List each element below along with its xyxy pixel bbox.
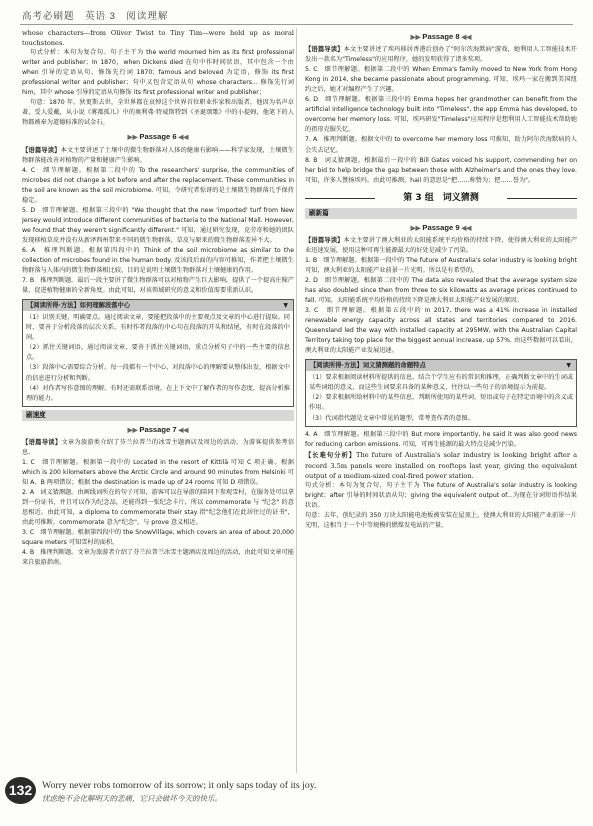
passage9-guide: 【语篇导读】本文主要讲了澳大利亚的太阳能系统平均价格的持续下降，使得澳大利亚的太阳能产业迅速发展，使用这种可再生能源最大的好处是减少了污染。 [305, 236, 577, 254]
passage8-q8: 8. B 词义猜测题。根据最后一段中的 Bill Gates voiced his support, commending her on her bid to help bridge the gap between those with Alzheimer's and the ones they love. 可知，许多人赞扬埃玛。由此可推测，hail 的意思是"把……称赞为；把……誉为"。 [305, 156, 577, 184]
passage7-q1: 1. C 细节理解题。根据第一段中的 Located in the resort of Kittilä 可知 C 项正确。根据 which is 200 kilometers above the Arctic Circle and around 90 minutes from Helsinki 可知 A、B 两项错误；根据 the destination is made up of 24 rooms 可知 D 项错误。 [22, 458, 294, 486]
header-rule [20, 24, 573, 25]
tip-line: （2）抓住关键词语。通过阅读文章，要善于抓住关键词语，重点分析句子中的一些主要的信息点。 [26, 344, 290, 362]
title-rule-right [507, 198, 577, 199]
title-rule-left [305, 198, 375, 199]
long-sentence-meaning: 句意：去年，创纪录的 350 万块太阳能电池板被安装在屋顶上，使澳大利亚的太阳能产业前景一片光明，这相当于一个中等规模的燃煤发电站的产量。 [305, 511, 577, 529]
passage8-guide: 【语篇导读】本文主要讲述了埃玛移居香港后创办了"阿尔茨海默病"游戏，她利用人工智能技术开发出一款名为"Timeless"的应用程序，她的发明获得了诸多奖项。 [305, 46, 577, 64]
passage8-q6: 6. D 细节理解题。根据第三段中的 Emma hopes her grandmother can benefit from the artificial intelligence technology built into "Timeless", the app Emma has developed, to overcome her memory loss. 可知，埃玛研发"Timeless"应用程序是想利用人工智能技术帮助她的祖母克服失忆。 [305, 96, 577, 134]
section-title: 第 3 组 词义猜测 [305, 191, 577, 205]
left-triangle-icon: ◀◀ [176, 134, 189, 142]
method-tip-body [23, 311, 293, 405]
page-footer [0, 777, 593, 826]
passage6-q4: 4. C 细节理解题。根据第二段中的 To the researchers' surprise, the communities of microbes did not change a lot before and after the replacement. These communities in the soil are known as the soil microbiome. 可知，令研究者惊讶的是土壤微生物群落几乎保持稳定。 [22, 166, 294, 204]
passage7-guide: 【语篇导读】文章为旅游类介绍了芬兰拉普兰的冰雪主题酒店及周边的活动，为游客提供参考信息。 [22, 438, 294, 456]
right-triangle-icon: ▶▶ [127, 426, 140, 434]
column-divider [296, 28, 297, 773]
page-number: 132 [5, 777, 36, 804]
left-triangle-icon: ◀◀ [459, 34, 472, 41]
right-triangle-icon: ▶▶ [410, 34, 423, 41]
method-tip-box [22, 299, 294, 406]
passage7-q3: 3. C 细节理解题。根据第四段中的 the SnowVillage, which covers an area of about 20,000 square meters 可知雪村的面积。 [22, 529, 294, 547]
passage6-q5: 5. D 细节理解题。根据第三段中的 "We thought that the new 'imported' turf from New Jersey would introduce different communities of bacteria to the National Mall. However, we found that they weren't significantly different." 可知，通过研究发现，克劳奇和她的团队发现移植草皮并没有从新泽西州带来不同的微生物群落，草皮与原来的微生物群落差异不大。 [22, 206, 294, 244]
right-triangle-icon: ▶▶ [410, 224, 423, 232]
passage6-guide: 【语篇导读】本文主要讲述了土壤中的微生物群落对人体的健康有影响——科学家发现，土壤微生物群落能改善对植物的产量和健康产生影响。 [22, 146, 294, 164]
passage8-q5: 5. C 细节理解题。根据第二段中的 When Emma's family moved to New York from Hong Kong in 2014, she became passionate about programming. 可知，埃玛一家在搬到美国纽约之后，她才对编程产生了兴趣。 [305, 66, 577, 94]
right-column [305, 28, 577, 776]
passage9-title: ▶▶ Passage 9 ◀◀ [410, 222, 472, 232]
passage6-q7: 7. B 推理判断题。最后一段主要讲了微生物群落可以对植物产生巨大影响，提供了一个提高庄稼产量、促进植物健康的全新角度。由此可知，对该领域研究的意义和价值需要重新认识。 [22, 277, 294, 295]
passage9-q2: 2. D 细节理解题。根据第二段中的 The data also revealed that the average system size has also doubled since then from three to six kilowatts as average prices continued to fall. 可知，太阳能系统平均价格的持续下降是澳大利亚太阳能产业发展的原因。 [305, 276, 577, 305]
running-header: 高考必刷题 英语 3 阅读理解 [22, 11, 169, 22]
passage5-sentence-analysis: 句式分析：本句为复合句。句子主干为 the world mourned him as its first professional writer and publisher；In 1870，when Dickens died 在句中作时间状语，其中包含一个由 when 引导的定语从句，修饰先行词 1870；famous and beloved 为定语，修饰 its first professional writer and publisher；句中又包含定语从句 whose characters... 修饰先行词 him，其中 whose 引导的定语从句修饰 its first professional writer and publisher； [22, 49, 294, 97]
passage7-q2: 2. A 词义猜测题。由画线词所在的句子可知，游客可以在导游的陪同下参观雪村，在服务处可以拿到一份证书，并且可以作为纪念品，还能得到一张纪念卡片，所以 commemorate 与 "纪念" 的意思相近。由此可知，a diploma to commemorate their stay 指"纪念他们在此居住过的证书"，由此可推断，commemorate 意为"纪念"，与 prove 意义相近。 [22, 488, 294, 527]
tip-line: （3）段落中心需要综合分析。每一段都有一个中心，对段落中心的理解要从整体出发，根据文中的信息进行分析和判断。 [26, 364, 290, 382]
method-tip-title: 【阅读所得·方法】如何理解段落中心 ▼ [23, 300, 293, 311]
method-tip-body [306, 371, 576, 425]
tip-line: （3）代词指代题是文章中常见的题型，常考查作者的意图。 [309, 414, 474, 422]
passage9-q1: 1. B 细节理解题。根据第一段中的 The future of Australia's solar industry is looking bright 可知，澳大利亚的太阳能产业前景一片光明。所以是有希望的。 [305, 256, 577, 274]
right-triangle-icon: ▶▶ [127, 134, 140, 142]
down-triangle-icon: ▼ [566, 362, 571, 370]
method-tip-box [305, 359, 577, 426]
left-triangle-icon: ◀◀ [459, 224, 472, 232]
section-strip-new: 刷新篇 [305, 208, 577, 219]
passage6-title: ▶▶ Passage 6 ◀◀ [127, 132, 189, 142]
left-triangle-icon: ◀◀ [176, 426, 189, 434]
tip-line: （1）要求根据阅读材料所提供的信息，结合个学生应有的常识和推理，正确判断文章中的生词或某些词组的意义，而这些生词要求具备的某种意义，往往以一些句子的语境提示为前提。 [309, 374, 573, 392]
tip-line: （4）对作者写作意图的理解。有时还需联系语境，在上下文中了解作者的写作态度，提高分析推理的能力。 [26, 384, 290, 402]
tip-line: （1）识别关键，明确要点。通过阅读文章，要能把段落中的主要观点及文章的中心进行提取。同时，要善于分析段落的层次关系，有时作者段落的中心句在段落的开头和结尾，有时在段落的中间。 [26, 314, 290, 342]
passage6-q6: 6. A 推理判断题。根据第四段中的 Think of the soil microbiome as similar to the collection of microbes found in the human body. 及该段后面的内容可推知，作者把土壤微生物群落与人体内的微生物群落相比较，目的是说明土壤微生物群落对土壤健康的作用。 [22, 246, 294, 275]
section-strip-speed: 刷速度 [22, 410, 294, 421]
passage7-title: ▶▶ Passage 7 ◀◀ [127, 424, 189, 434]
long-sentence: 【长难句分析】The future of Australia's solar industry is looking bright after a record 3.5m panels were installed on rooftops last year, giving the equivalent output of a medium-sized coal-fired power station. [305, 450, 577, 480]
passage8-q7: 7. A 推理判断题。根据文中的 to overcome her memory loss 可推知，助力阿尔茨海默病的人会失去记忆。 [305, 136, 577, 154]
passage9-q3: 3. C 细节理解题。根据第五段中的 In 2017, there was a 41% increase in installed renewable energy capacity across all states and territories compared to 2016. Queensland led the way with installed capacity at 295MW, with the Australian Capital Territory taking top place for the biggest annual increase, up 57%. 由这些数据可以看出，澳大利亚的太阳能产业发展迅速。 [305, 307, 577, 355]
passage5-sentence-meaning: 句意：1870 年，狄更斯去世，全世界都在哀悼这个世界首位职业作家和出版者，他因为名声卓著，受人爱戴，从小说《雾都孤儿》中的奥利弗·特威斯特到《圣诞颂歌》中的小提姆，他笔下的人物都被奉为道德标准的试金石。 [22, 99, 294, 127]
tip-line: （2）要求根据所给材料中的某些信息，判断所使用的某些词、短语或句子在特定语境中的含义或作用。 [309, 394, 573, 412]
passage8-title: ▶▶ Passage 8 ◀◀ [410, 32, 472, 41]
left-column [22, 28, 294, 776]
method-tip-title: 【阅读所得·方法】词义猜测题的命题特点 ▼ [306, 360, 576, 371]
footer-quote-chinese: 忧虑绝不会化解明天的悲痛，它只会破坏今天的快乐。 [42, 794, 222, 803]
passage9-q4: 4. A 细节理解题。根据第三段中的 But more importantly, he said it was also good news for reducing carbon emissions. 可知，可再生能源的最大特点是减少污染。 [305, 430, 577, 448]
long-sentence-analysis: 句式分析：本句为复合句，句子主干为 The future of Australia's solar industry is looking bright；after 引导的时间状语从句；giving the equivalent output of...为现在分词短语作结果状语。 [305, 481, 577, 509]
passage5-tail-text: whose characters—from Oliver Twist to Tiny Tim—were held up as moral touchstones. [22, 29, 294, 48]
down-triangle-icon: ▼ [283, 302, 288, 310]
passage7-q4: 4. B 推理判断题。文章为旅游者介绍了芬兰拉普兰冰雪主题酒店及周边的活动，由此可知文章可能来自旅游指南。 [22, 549, 294, 567]
footer-quote-english: Worry never robs tomorrow of its sorrow; it only saps today of its joy. [42, 780, 317, 791]
